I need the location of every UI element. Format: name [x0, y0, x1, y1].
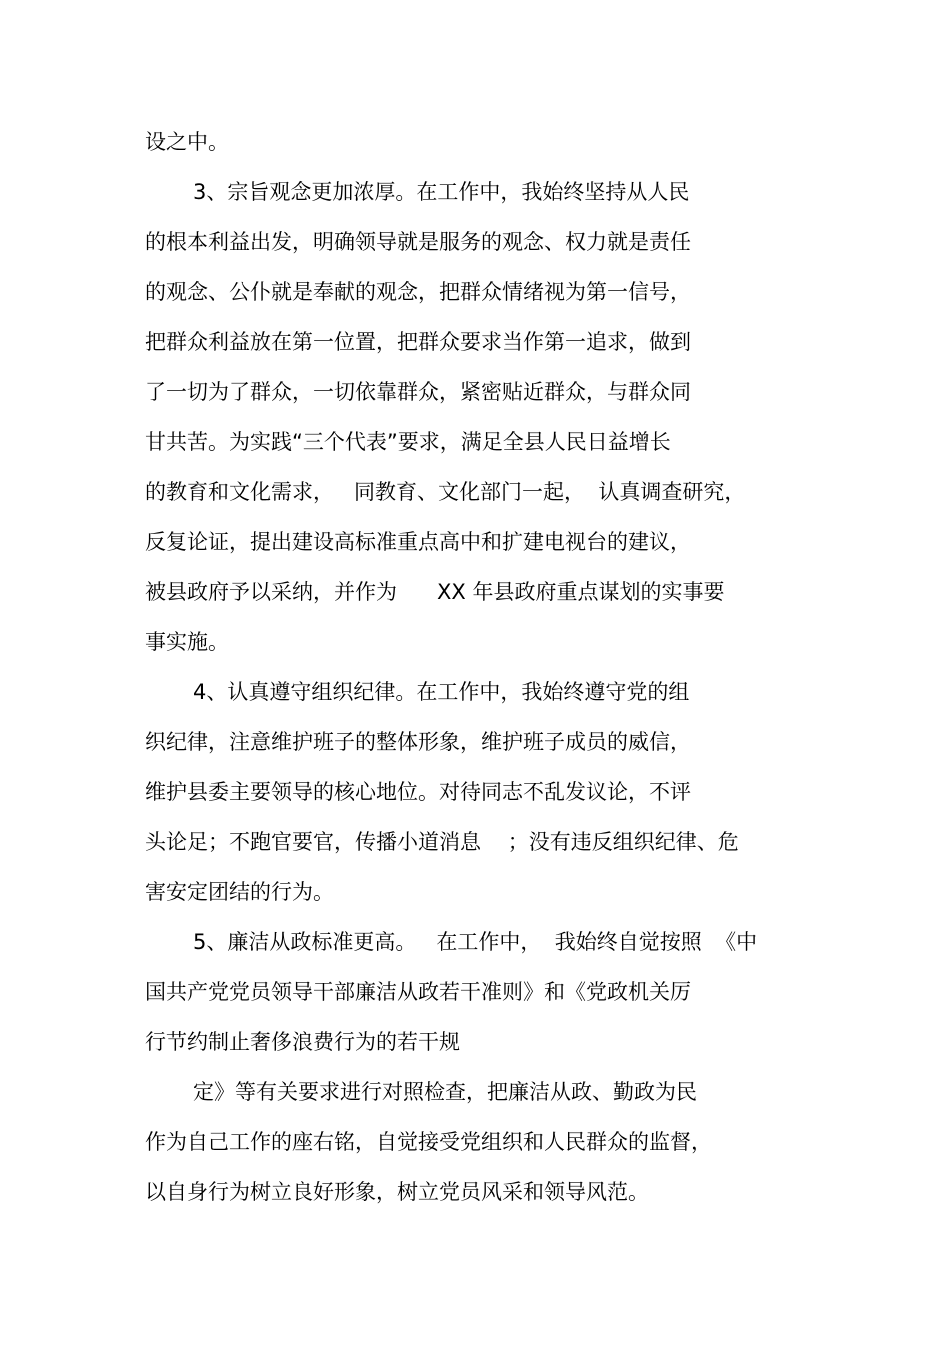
- text-line-1: 设之中。: [145, 130, 229, 154]
- text-line-16: 害安定团结的行为。: [145, 880, 334, 904]
- text-line-6: 了一切为了群众，一切依靠群众，紧密贴近群众，与群众同: [145, 380, 691, 404]
- text-line-7: 甘共苦。为实践“三个代表”要求，满足全县人民日益增长: [145, 430, 671, 454]
- text-line-5: 把群众利益放在第一位置，把群众要求当作第一追求，做到: [145, 330, 691, 354]
- text-line-21: 作为自己工作的座右铭，自觉接受党组织和人民群众的监督，: [145, 1130, 712, 1154]
- text-line-11: 事实施。: [145, 630, 229, 654]
- text-line-9: 反复论证，提出建设高标准重点高中和扩建电视台的建议，: [145, 530, 691, 554]
- text-line-14: 维护县委主要领导的核心地位。对待同志不乱发议论，不评: [145, 780, 691, 804]
- text-line-15: 头论足；不跑官要官，传播小道消息 ；没有违反组织纪律、危: [145, 830, 739, 854]
- text-line-20: 定》等有关要求进行对照检查，把廉洁从政、勤政为民: [193, 1080, 697, 1104]
- text-line-12: 4、认真遵守组织纪律。在工作中，我始终遵守党的组: [193, 680, 690, 704]
- text-line-2: 3、宗旨观念更加浓厚。在工作中，我始终坚持从人民: [193, 180, 690, 204]
- text-line-4: 的观念、公仆就是奉献的观念，把群众情绪视为第一信号，: [145, 280, 691, 304]
- text-line-17: 5、廉洁从政标准更高。 在工作中， 我始终自觉按照 《中: [193, 930, 758, 954]
- text-line-3: 的根本利益出发，明确领导就是服务的观念、权力就是责任: [145, 230, 691, 254]
- text-line-10: 被县政府予以采纳，并作为 XX 年县政府重点谋划的实事要: [145, 580, 725, 604]
- text-line-13: 织纪律，注意维护班子的整体形象，维护班子成员的威信，: [145, 730, 691, 754]
- text-line-19: 行节约制止奢侈浪费行为的若干规: [145, 1030, 460, 1054]
- text-line-8: 的教育和文化需求， 同教育、文化部门一起， 认真调查研究，: [145, 480, 746, 504]
- text-line-18: 国共产党党员领导干部廉洁从政若干准则》和《党政机关厉: [145, 980, 691, 1004]
- text-line-22: 以自身行为树立良好形象，树立党员风采和领导风范。: [145, 1180, 649, 1204]
